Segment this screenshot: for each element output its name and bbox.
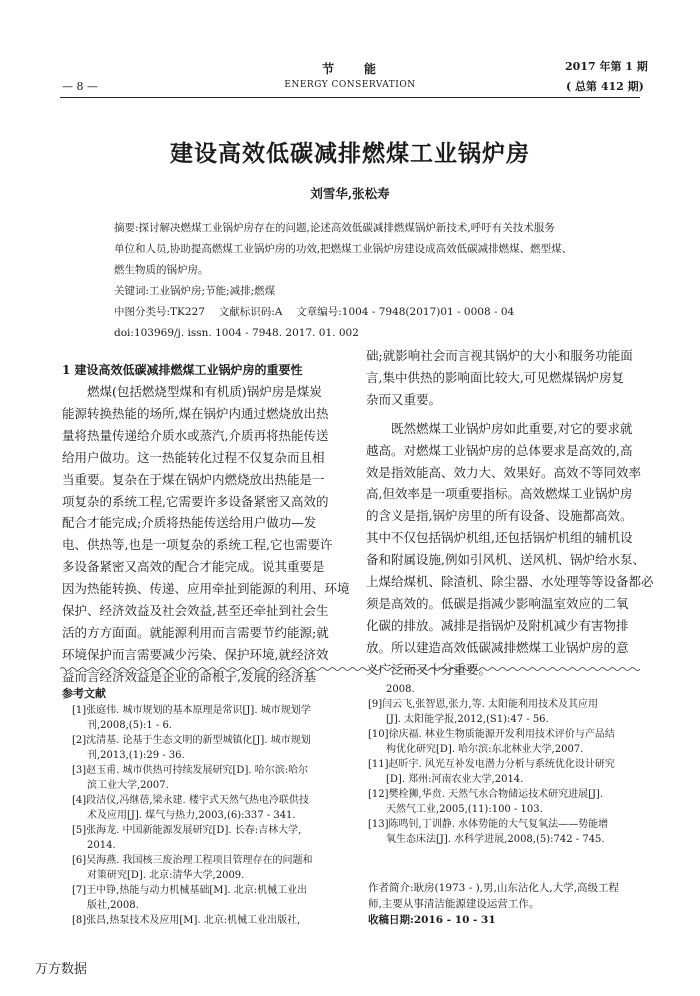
paragraph-line: 其中不仅包括锅炉机组,还包括锅炉机组的辅机设 <box>366 530 633 546</box>
journal-name-en: ENERGY CONSERVATION <box>284 80 416 90</box>
total-issue-label: ( 总第 412 期) <box>566 80 644 93</box>
paragraph-line: 的含义是指,锅炉房里的所有设备、设施都高效。 <box>366 508 633 524</box>
article-title: 建设高效低碳减排燃煤工业锅炉房 <box>170 140 530 167</box>
paragraph-line: 须是高效的。低碳是指减少影响温室效应的二氧 <box>366 595 629 611</box>
doi: doi:103969/j. issn. 1004 - 7948. 2017. 01. 002 <box>114 327 359 339</box>
reference-item: [13]陈鸣钊,丁训静. 水体势能的大气复氧法——势能增 <box>368 819 609 830</box>
paragraph-line: 效是指效能高、效力大、效果好。高效不等同效率 <box>366 464 642 480</box>
abstract-line: 摘要:探讨解决燃煤工业锅炉房存在的问题,论述高效低碳减排燃煤锅炉新技术,呼吁有关技术服务 <box>114 222 555 234</box>
section-right-column <box>366 345 652 681</box>
paragraph-line: 高,但效率是一项重要指标。高效燃煤工业锅炉房 <box>366 486 633 502</box>
reference-item-cont: [D]. 郑州:河南农业大学,2014. <box>386 774 524 785</box>
section-left-column <box>62 381 348 688</box>
reference-item: [5]张海龙. 中国新能源发展研究[D]. 长春:吉林大学, <box>72 825 302 836</box>
author-info <box>368 880 619 928</box>
reference-item-cont: 天然气工业,2005,(11):100 - 103. <box>386 804 543 815</box>
paragraph-line: 化碳的排放。减排是指锅炉及附机减少有害物排 <box>366 617 629 633</box>
paragraph-line: 环境保护而言需要减少污染、保护环境,就经济效 <box>62 646 329 662</box>
reference-item-cont: 2008. <box>386 684 415 695</box>
reference-item-cont: 构优化研究[D]. 哈尔滨:东北林业大学,2007. <box>386 744 584 755</box>
reference-item: [12]樊栓狮,华贲. 天然气水合物储运技术研究进展[J]. <box>368 789 604 800</box>
page-number: — 8 — <box>62 80 98 93</box>
article-authors: 刘雪华,张松寿 <box>310 186 390 201</box>
paragraph-line: 杂而又重要。 <box>366 391 442 407</box>
reference-item: [1]张庭伟. 城市规划的基本原理是常识[J]. 城市规划学 <box>72 705 311 716</box>
reference-item: [11]赵昕宇. 风光互补发电潜力分析与系统优化设计研究 <box>368 759 615 770</box>
references-left <box>72 703 352 928</box>
reference-item-cont: 滨工业大学,2007. <box>87 780 169 791</box>
reference-item: [9]闫云飞,张智恩,张力,等. 太阳能利用技术及其应用 <box>368 699 599 710</box>
reference-item-cont: 2014. <box>87 840 116 851</box>
keywords: 关键词:工业锅炉房;节能;减排;燃煤 <box>114 285 276 297</box>
paragraph-line: 给用户做功。这一热能转化过程不仅复杂而且相 <box>62 449 325 465</box>
classification: 中图分类号:TK227 文献标识码:A 文章编号:1004 - 7948(2017)01 - 0008 - 04 <box>114 306 515 318</box>
paragraph-line: 义广泛而又十分重要。 <box>366 661 492 677</box>
paragraph-line: 燃煤(包括燃烧型煤和有机质)锅炉房是煤炭 <box>87 384 322 399</box>
reference-item-cont: 对策研究[D]. 北京:清华大学,2009. <box>87 870 245 881</box>
section-heading: 1 建设高效低碳减排燃煤工业锅炉房的重要性 <box>62 363 303 377</box>
paragraph-line: 活的方方面面。就能源利用而言需要节约能源;就 <box>62 624 329 640</box>
paragraph-line: 础;就影响社会而言视其锅炉的大小和服务功能面 <box>366 348 633 363</box>
paragraph-line: 能源转换热能的场所,煤在锅炉内通过燃烧放出热 <box>62 405 329 421</box>
author-bio-line: 师,主要从事清洁能源建设运营工作。 <box>368 898 540 910</box>
reference-item-cont: 氧生态床法[J]. 水科学进展,2008,(5):742 - 745. <box>386 834 605 845</box>
reference-item-cont: 术及应用[J]. 煤气与热力,2003,(6):337 - 341. <box>87 810 296 821</box>
received-date: 收稿日期:2016 - 10 - 31 <box>368 914 496 926</box>
paragraph-line: 因为热能转换、传递、应用牵扯到能源的利用、环境 <box>62 581 350 597</box>
paragraph-line: 益而言经济效益是企业的命根子,发展的经济基 <box>62 668 316 684</box>
paragraph-line: 越高。对燃煤工业锅炉房的总体要求是高效的,高 <box>366 442 633 458</box>
paragraph-line: 保护、经济效益及社会效益,甚至还牵扯到社会生 <box>62 603 329 619</box>
paragraph-line: 言,集中供热的影响面比较大,可见燃煤锅炉房复 <box>366 369 624 385</box>
watermark: 万方数据 <box>35 962 88 977</box>
reference-item-cont: 版社,2008. <box>87 900 139 911</box>
paragraph-line: 多设备紧密又高效的配合才能完成。说其重要是 <box>62 559 325 575</box>
paragraph-line: 当重要。复杂在于煤在锅炉内燃烧放出热能是一 <box>62 471 325 487</box>
paragraph-line: 配合才能完成;介质将热能传送给用户做功—发 <box>62 515 317 531</box>
paragraph-line: 既然燃煤工业锅炉房如此重要,对它的要求就 <box>391 420 633 436</box>
reference-item: [8]张昌,热泵技术及应用[M]. 北京:机械工业出版社, <box>72 915 301 926</box>
paragraph-line: 项复杂的系统工程,它需要许多设备紧密又高效的 <box>62 493 329 509</box>
paragraph-line: 电、供热等,也是一项复杂的系统工程,它也需要许 <box>62 537 333 553</box>
reference-item-cont: [J]. 太阳能学报,2012,(S1):47 - 56. <box>386 714 549 725</box>
references-right <box>368 682 658 847</box>
author-bio-line: 作者简介:耿房(1973 - ),男,山东沾化人,大学,高级工程 <box>368 882 620 894</box>
paragraph-line: 备和附属设施,例如引风机、送风机、锅炉给水泵、 <box>366 552 645 568</box>
reference-item: [3]赵玉甫. 城市供热可持续发展研究[D]. 哈尔滨:哈尔 <box>72 765 309 776</box>
abstract-line: 单位和人员,协助提高燃煤工业锅炉房的功效,把燃煤工业锅炉房建设成高效低碳减排燃煤、燃型煤、 <box>114 243 573 255</box>
reference-item: [10]徐庆福. 林业生物质能源开发利用技术评价与产品结 <box>368 729 615 740</box>
paragraph-line: 放。所以建造高效低碳减排燃煤工业锅炉房的意 <box>366 639 629 655</box>
reference-item-cont: 刊,2008,(5):1 - 6. <box>87 720 172 731</box>
reference-item: [2]沈清基. 论基于生态文明的新型城镇化[J]. 城市规划 <box>72 735 311 746</box>
header-rule <box>60 97 640 98</box>
issue-label: 2017 年第 1 期 <box>565 60 648 73</box>
references-heading: 参考文献 <box>62 687 106 700</box>
paragraph-line: 上煤给煤机、除渣机、除尘器、水处理等等设备都必 <box>366 574 654 590</box>
abstract <box>114 218 572 344</box>
reference-item: [7]王中铮,热能与动力机械基础[M]. 北京:机械工业出 <box>72 885 308 896</box>
reference-item: [4]段洁仪,冯继蓓,梁永建. 楼宇式天然气热电冷联供技 <box>72 795 309 806</box>
abstract-line: 燃生物质的锅炉房。 <box>114 264 209 276</box>
journal-name-cn: 节 能 <box>321 62 378 76</box>
reference-item: [6]吴海燕. 我国核三废治理工程项目管理存在的问题和 <box>72 855 313 866</box>
reference-item-cont: 刊,2013,(1):29 - 36. <box>87 750 185 761</box>
paragraph-line: 量将热量传递给介质水或蒸汽,介质再将热能传送 <box>62 427 329 443</box>
wavy-divider <box>60 666 640 672</box>
